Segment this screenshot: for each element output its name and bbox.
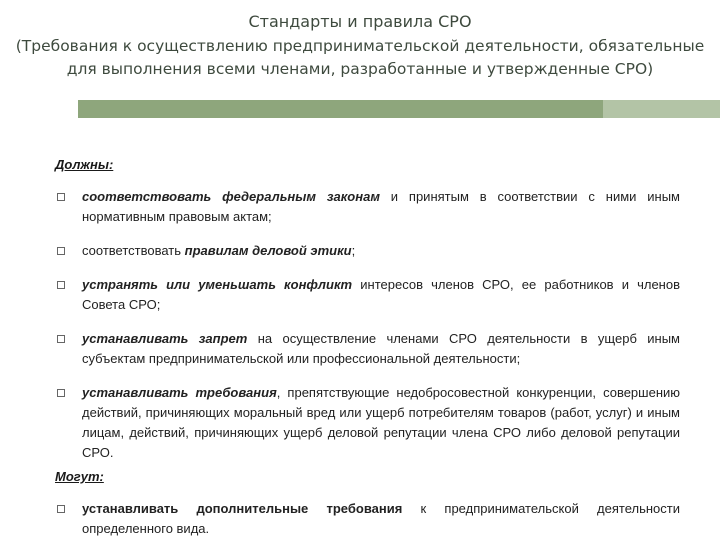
may-item-1 bbox=[55, 499, 680, 539]
must-item-5 bbox=[55, 383, 680, 463]
may-heading: Могут: bbox=[55, 469, 104, 484]
must-item-2 bbox=[55, 241, 680, 261]
must-item-3-bold: устранять или уменьшать конфликт bbox=[82, 277, 353, 292]
must-item-4-bold: устанавливать запрет bbox=[82, 331, 248, 346]
must-item-2-text: ; bbox=[351, 243, 356, 258]
content-body bbox=[55, 155, 680, 539]
must-item-3-text: интересов членов СРО, ее работников и членов Совета СРО; bbox=[82, 277, 681, 312]
may-item-1-bold: устанавливать дополнительные требования bbox=[82, 501, 403, 516]
must-item-1 bbox=[55, 187, 680, 227]
title-line-3: для выполнения всеми членами, разработанные и утвержденные СРО) bbox=[66, 60, 654, 78]
title-line-1: Стандарты и правила СРО bbox=[248, 12, 472, 31]
must-item-1-text: и принятым в соответствии с ними иным нормативным правовым актам; bbox=[82, 189, 680, 224]
must-item-4 bbox=[55, 329, 680, 369]
square-bullet-icon bbox=[57, 193, 65, 201]
must-heading: Должны: bbox=[55, 157, 114, 172]
must-item-2-bold: правилам деловой этики bbox=[184, 243, 352, 258]
square-bullet-icon bbox=[57, 247, 65, 255]
must-item-5-bold: устанавливать требования bbox=[82, 385, 277, 400]
square-bullet-icon bbox=[57, 335, 65, 343]
square-bullet-icon bbox=[57, 505, 65, 513]
must-item-2-pre: соответствовать bbox=[82, 243, 185, 258]
title-line-2: (Требования к осуществлению предпринимательской деятельности, обязательные bbox=[15, 37, 705, 55]
must-item-1-bold: соответствовать федеральным законам bbox=[82, 189, 380, 204]
decorative-bar-dark bbox=[78, 100, 603, 118]
must-item-4-text: на осуществление членами СРО деятельности в ущерб иным субъектам предпринимательской или профессиональной деятельности; bbox=[82, 331, 680, 366]
must-item-3 bbox=[55, 275, 680, 315]
square-bullet-icon bbox=[57, 389, 65, 397]
must-item-5-text: , препятствующие недобросовестной конкуренции, совершению действий, причиняющих моральный вред или ущерб потребителям товаров (работ, услуг) и иным лицам, действий, причиняющих ущерб деловой репутации члена СРО либо деловой репутации СРО. bbox=[82, 385, 681, 460]
square-bullet-icon bbox=[57, 281, 65, 289]
may-item-1-text: к предпринимательской деятельности определенного вида. bbox=[82, 501, 680, 536]
